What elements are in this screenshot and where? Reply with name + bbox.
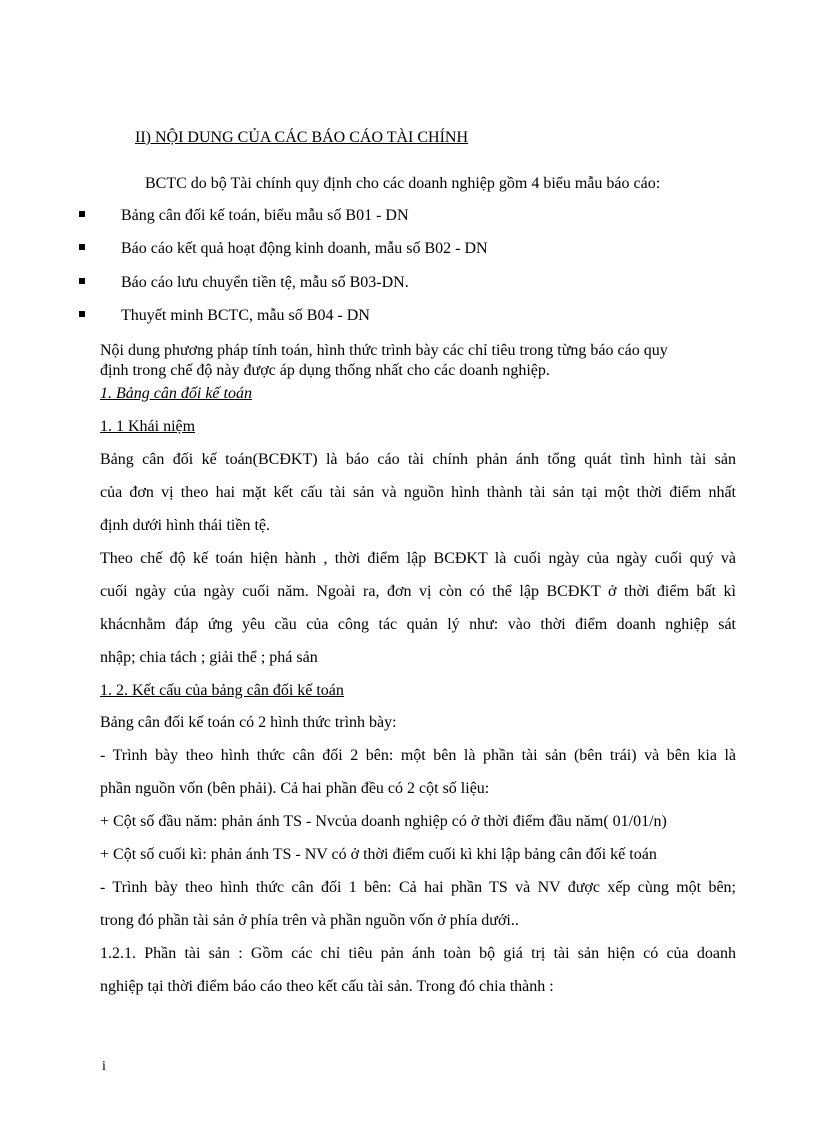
asset-line: 1.2.1. Phần tài sản : Gồm các chỉ tiêu pản ánh toàn bộ giá trị tài sản hiện có của doanh <box>100 945 736 962</box>
asset-line: nghiệp tại thời điểm báo cáo theo kết cấu tài sản. Trong đó chia thành : <box>100 978 554 995</box>
section-1-title: 1. Bảng cân đối kế toán <box>100 385 252 402</box>
paragraph-line: định trong chế độ này được áp dụng thống nhất cho các doanh nghiệp. <box>100 362 550 379</box>
section-1-1-title: 1. 1 Khái niệm <box>100 418 196 435</box>
structure-line: phần nguồn vốn (bên phải). Cả hai phần đều có 2 cột số liệu: <box>100 780 490 797</box>
regime-line: nhập; chia tách ; giải thể ; phá sản <box>100 649 318 666</box>
definition-line: Bảng cân đối kế toán(BCĐKT) là báo cáo tài chính phản ánh tổng quát tình hình tài sản <box>100 451 736 468</box>
structure-line: Bảng cân đối kế toán có 2 hình thức trình bày: <box>100 714 397 731</box>
regime-line: cuối ngày của ngày cuối năm. Ngoài ra, đơn vị còn có thể lập BCĐKT ở thời điểm bất kì <box>100 583 736 600</box>
structure-line: - Trình bày theo hình thức cân đối 1 bên: Cả hai phần TS và NV được xếp cùng một bên; <box>100 879 736 896</box>
definition-line: định dưới hình thái tiền tệ. <box>100 517 270 534</box>
bullet-marker <box>79 311 85 317</box>
bullet-item: Bảng cân đối kế toán, biểu mẫu số B01 - DN <box>121 207 409 224</box>
structure-line: trong đó phần tài sản ở phía trên và phần nguồn vốn ở phía dưới.. <box>100 912 519 929</box>
section-heading: II) NỘI DUNG CỦA CÁC BÁO CÁO TÀI CHÍNH <box>135 129 469 146</box>
intro-text: BCTC do bộ Tài chính quy định cho các doanh nghiệp gồm 4 biểu mẫu báo cáo: <box>145 175 661 192</box>
bullet-item: Báo cáo kết quả hoạt động kinh doanh, mẫu số B02 - DN <box>121 240 488 257</box>
bullet-marker <box>79 278 85 284</box>
structure-line: + Cột số cuối kì: phản ánh TS - NV có ở thời điểm cuối kì khi lập bảng cân đối kế toán <box>100 846 657 863</box>
regime-line: Theo chế độ kế toán hiện hành , thời điểm lập BCĐKT là cuối ngày của ngày cuối quý và <box>100 550 736 567</box>
bullet-item: Thuyết minh BCTC, mẫu số B04 - DN <box>121 307 370 324</box>
section-1-2-title: 1. 2. Kết cấu của bảng cân đối kế toán <box>100 682 344 699</box>
bullet-marker <box>79 244 85 250</box>
bullet-marker <box>79 211 85 217</box>
bullet-item: Báo cáo lưu chuyển tiền tệ, mẫu số B03-DN. <box>121 274 409 291</box>
structure-line: - Trình bày theo hình thức cân đối 2 bên: một bên là phần tài sản (bên trái) và bên kia là <box>100 747 736 764</box>
paragraph-line: Nội dung phương pháp tính toán, hình thức trình bày các chỉ tiêu trong từng báo cáo quy <box>100 342 668 359</box>
regime-line: khácnhằm đáp ứng yêu cầu của công tác quản lý như: vào thời điểm doanh nghiệp sát <box>100 616 736 633</box>
page-footer-mark: i <box>102 1059 106 1074</box>
definition-line: của đơn vị theo hai mặt kết cấu tài sản và nguồn hình thành tài sản tại một thời điểm nhất <box>100 484 736 501</box>
structure-line: + Cột số đầu năm: phản ánh TS - Nvcủa doanh nghiệp có ở thời điểm đầu năm( 01/01/n) <box>100 813 667 830</box>
